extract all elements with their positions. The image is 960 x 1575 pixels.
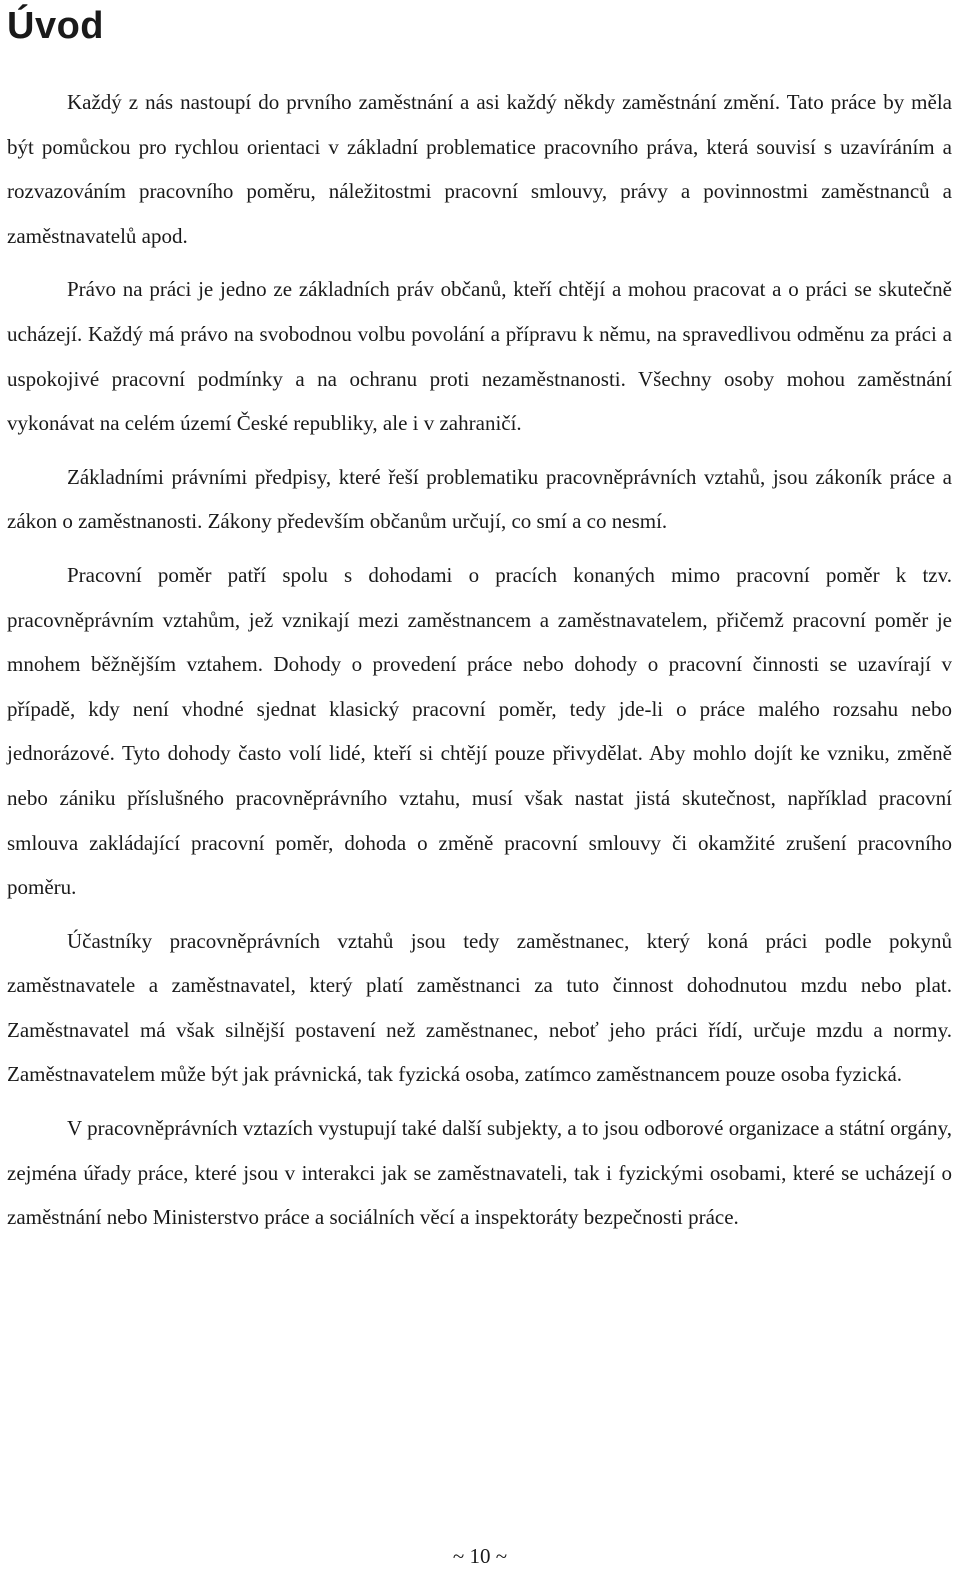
paragraph-employment-relationship: Pracovní poměr patří spolu s dohodami o pracích konaných mimo pracovní poměr k tzv. pracovněprávním vztahům, jež vznikají mezi zaměstnancem a zaměstnavatelem, přičemž pracovní poměr je mnohem běžnějším vztahem. Dohody o provedení práce nebo dohody o pracovní činnosti se uzavírají v případě, kdy není vhodné sjednat klasický pracovní poměr, tedy jde-li o práce malého rozsahu nebo jednorázové. Tyto dohody často volí lidé, kteří si chtějí pouze přivydělat. Aby mohlo dojít ke vzniku, změně nebo zániku příslušného pracovněprávního vztahu, musí však nastat jistá skutečnost, například pracovní smlouva zakládající pracovní poměr, dohoda o změně pracovní smlouvy či okamžité zrušení pracovního poměru.: [7, 562, 952, 900]
paragraph-intro: Každý z nás nastoupí do prvního zaměstnání a asi každý někdy zaměstnání změní. Tato práce by měla být pomůckou pro rychlou orientaci v základní problematice pracovního práva, která souvisí s uzavíráním a rozvazováním pracovního poměru, náležitostmi pracovní smlouvy, právy a povinnostmi zaměstnanců a zaměstnavatelů apod.: [7, 90, 952, 248]
paragraph-legal-regulations: Základními právními předpisy, které řeší problematiku pracovněprávních vztahů, jsou zákoník práce a zákon o zaměstnanosti. Zákony především občanům určují, co smí a co nesmí.: [7, 464, 952, 534]
document-body: [7, 80, 952, 1249]
page-number: ~ 10 ~: [452, 1544, 508, 1568]
paragraph-other-subjects: V pracovněprávních vztazích vystupují také další subjekty, a to jsou odborové organizace a státní orgány, zejména úřady práce, které jsou v interakci jak se zaměstnavateli, tak i fyzickými osobami, které se ucházejí o zaměstnání nebo Ministerstvo práce a sociálních věcí a inspektoráty bezpečnosti práce.: [7, 1116, 952, 1230]
paragraph-participants: Účastníky pracovněprávních vztahů jsou tedy zaměstnanec, který koná práci podle pokynů zaměstnavatele a zaměstnavatel, který platí zaměstnanci za tuto činnost dohodnutou mzdu nebo plat. Zaměstnavatel má však silnější postavení než zaměstnanec, neboť jeho práci řídí, určuje mzdu a normy. Zaměstnavatelem může být jak právnická, tak fyzická osoba, zatímco zaměstnancem pouze osoba fyzická.: [7, 928, 952, 1087]
paragraph-right-to-work: Právo na práci je jedno ze základních práv občanů, kteří chtějí a mohou pracovat a o práci se skutečně ucházejí. Každý má právo na svobodnou volbu povolání a přípravu k němu, na spravedlivou odměnu za práci a uspokojivé pracovní podmínky a na ochranu proti nezaměstnanosti. Všechny osoby mohou zaměstnání vykonávat na celém území České republiky, ale i v zahraničí.: [7, 277, 952, 436]
section-heading: Úvod: [7, 5, 104, 47]
